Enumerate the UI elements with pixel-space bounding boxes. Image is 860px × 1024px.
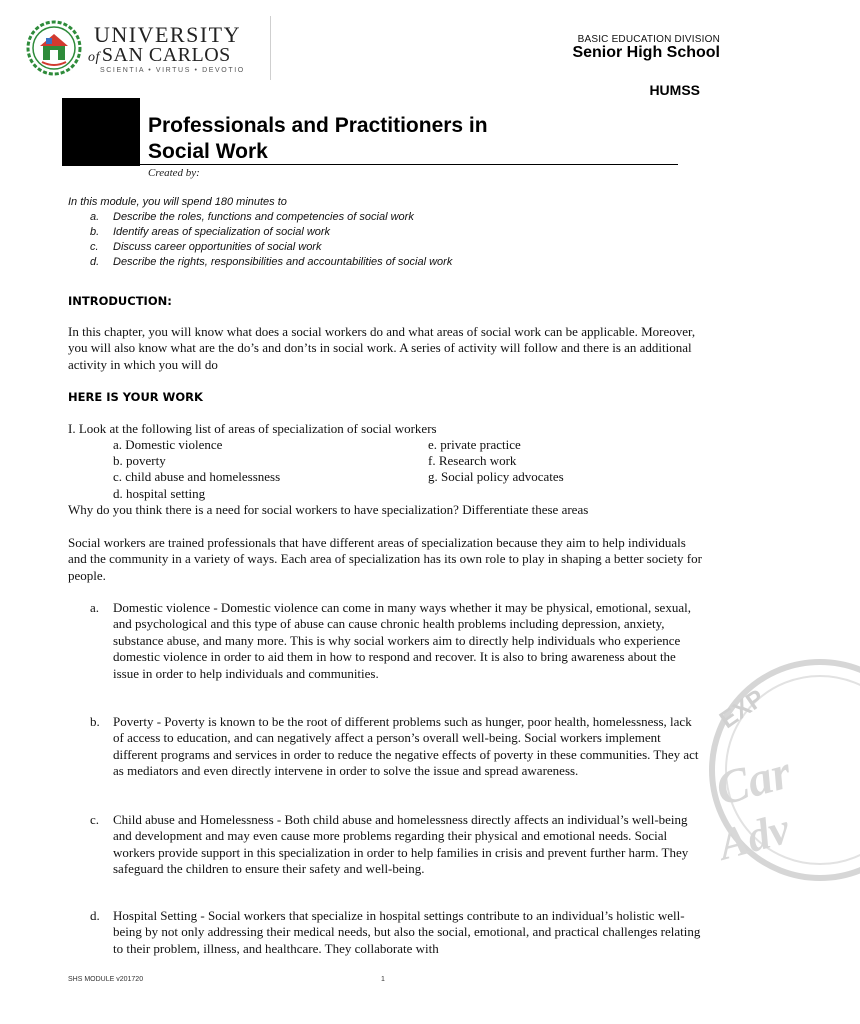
specialization-item: b. poverty <box>113 453 166 469</box>
watermark-stamp-icon <box>710 640 860 900</box>
svg-text:Adv: Adv <box>713 803 795 870</box>
answer-item-poverty: b. Poverty - Poverty is known to be the root of different problems such as hunger, poor health, homelessness, lack of access to education, and can negatively affect a person’s overall well-being. Social workers implement different programs and services in order to reduce the negative effects of poverty in these communities. They act as mediators and even directly intervene in order to solve the issue and spread awareness. <box>90 714 699 779</box>
module-title-line2: Social Work <box>148 140 268 163</box>
answer-intro: Social workers are trained professionals that have different areas of specialization because they aim to help individuals and the community in a variety of ways. Each area of specialization has its own role to play in shaping a better society for people. <box>68 535 702 583</box>
specialization-item: a. Domestic violence <box>113 437 223 452</box>
division-label: BASIC EDUCATION DIVISION <box>577 34 720 45</box>
university-seal-icon <box>26 20 82 76</box>
title-underline <box>140 164 678 165</box>
university-logo <box>22 16 271 80</box>
university-name-line1: UNIVERSITY <box>94 22 241 47</box>
svg-text:Car: Car <box>710 745 797 816</box>
created-by-label: Created by: <box>148 167 200 179</box>
introduction-heading: INTRODUCTION: <box>68 294 172 308</box>
footer-module-code: SHS MODULE v201720 <box>68 976 144 983</box>
strand-label: HUMSS <box>649 82 700 98</box>
university-name-san-carlos: SAN CARLOS <box>101 44 231 66</box>
introduction-body: In this chapter, you will know what does a social workers do and what areas of social work can be applicable. Moreover, you will also know what are the do’s and don’ts in social work. A series of activity will follow and there is an additional activity in which you will do <box>68 324 696 372</box>
university-name-line2 <box>88 44 231 67</box>
objectives-list <box>90 210 452 270</box>
specialization-item: d. hospital setting <box>113 485 206 501</box>
module-title-line1: Professionals and Practitioners in <box>148 114 488 137</box>
university-motto: SCIENTIA • VIRTUS • DEVOTIO <box>100 67 245 74</box>
work-heading: HERE IS YOUR WORK <box>68 390 203 404</box>
svg-text:EXP: EXP <box>714 684 770 735</box>
answer-item-domestic-violence: a. Domestic violence - Domestic violence can come in many ways whether it may be physical, emotional, sexual, and psychological and this type of abuse can cause chronic health problems including depression, anxiety, substance abuse, and many more. This is why social workers aim to directly help individuals who experience domestic violence in order to aid them in how to respond and recover. It is also to bring awareness about the issue in order to help individuals and communities. <box>90 600 691 681</box>
specialization-item: e. private practice <box>428 437 521 452</box>
university-name-of: of <box>88 50 100 65</box>
work-question: Why do you think there is a need for social workers to have specialization? Differentiate these areas <box>68 502 589 517</box>
objective-item: d. Describe the rights, responsibilities and accountabilities of social work <box>90 256 453 268</box>
specialization-item: g. Social policy advocates <box>428 469 564 485</box>
title-black-block <box>62 98 140 166</box>
objective-item: c. Discuss career opportunities of social work <box>90 241 322 253</box>
objectives-intro: In this module, you will spend 180 minutes to <box>68 196 287 208</box>
answer-item-child-abuse: c. Child abuse and Homelessness - Both child abuse and homelessness directly affects an individual’s well-being and development and may even cause more problems regarding their physical and emotional needs. Social workers provide support in this specialization in order to help families in crisis and prevent further harm. They safeguard the children to ensure their safety and well-being. <box>90 812 689 877</box>
work-instruction: I. Look at the following list of areas of specialization of social workers <box>68 421 437 436</box>
specialization-list-right <box>428 437 564 486</box>
objective-item: b. Identify areas of specialization of social work <box>90 226 331 238</box>
module-title <box>148 113 678 165</box>
school-label: Senior High School <box>572 44 720 61</box>
specialization-item: f. Research work <box>428 453 517 469</box>
specialization-item: c. child abuse and homelessness <box>113 469 281 485</box>
footer-page-number: 1 <box>381 976 385 983</box>
specialization-list-left <box>113 437 280 502</box>
answer-item-hospital-setting: d. Hospital Setting - Social workers that specialize in hospital settings contribute to an individual’s holistic well-being by not only addressing their medical needs, but also the social, emotional, and practical challenges relating to their problem, illness, and healthcare. They collaborate with <box>90 908 701 956</box>
objective-item: a. Describe the roles, functions and competencies of social work <box>90 211 414 223</box>
